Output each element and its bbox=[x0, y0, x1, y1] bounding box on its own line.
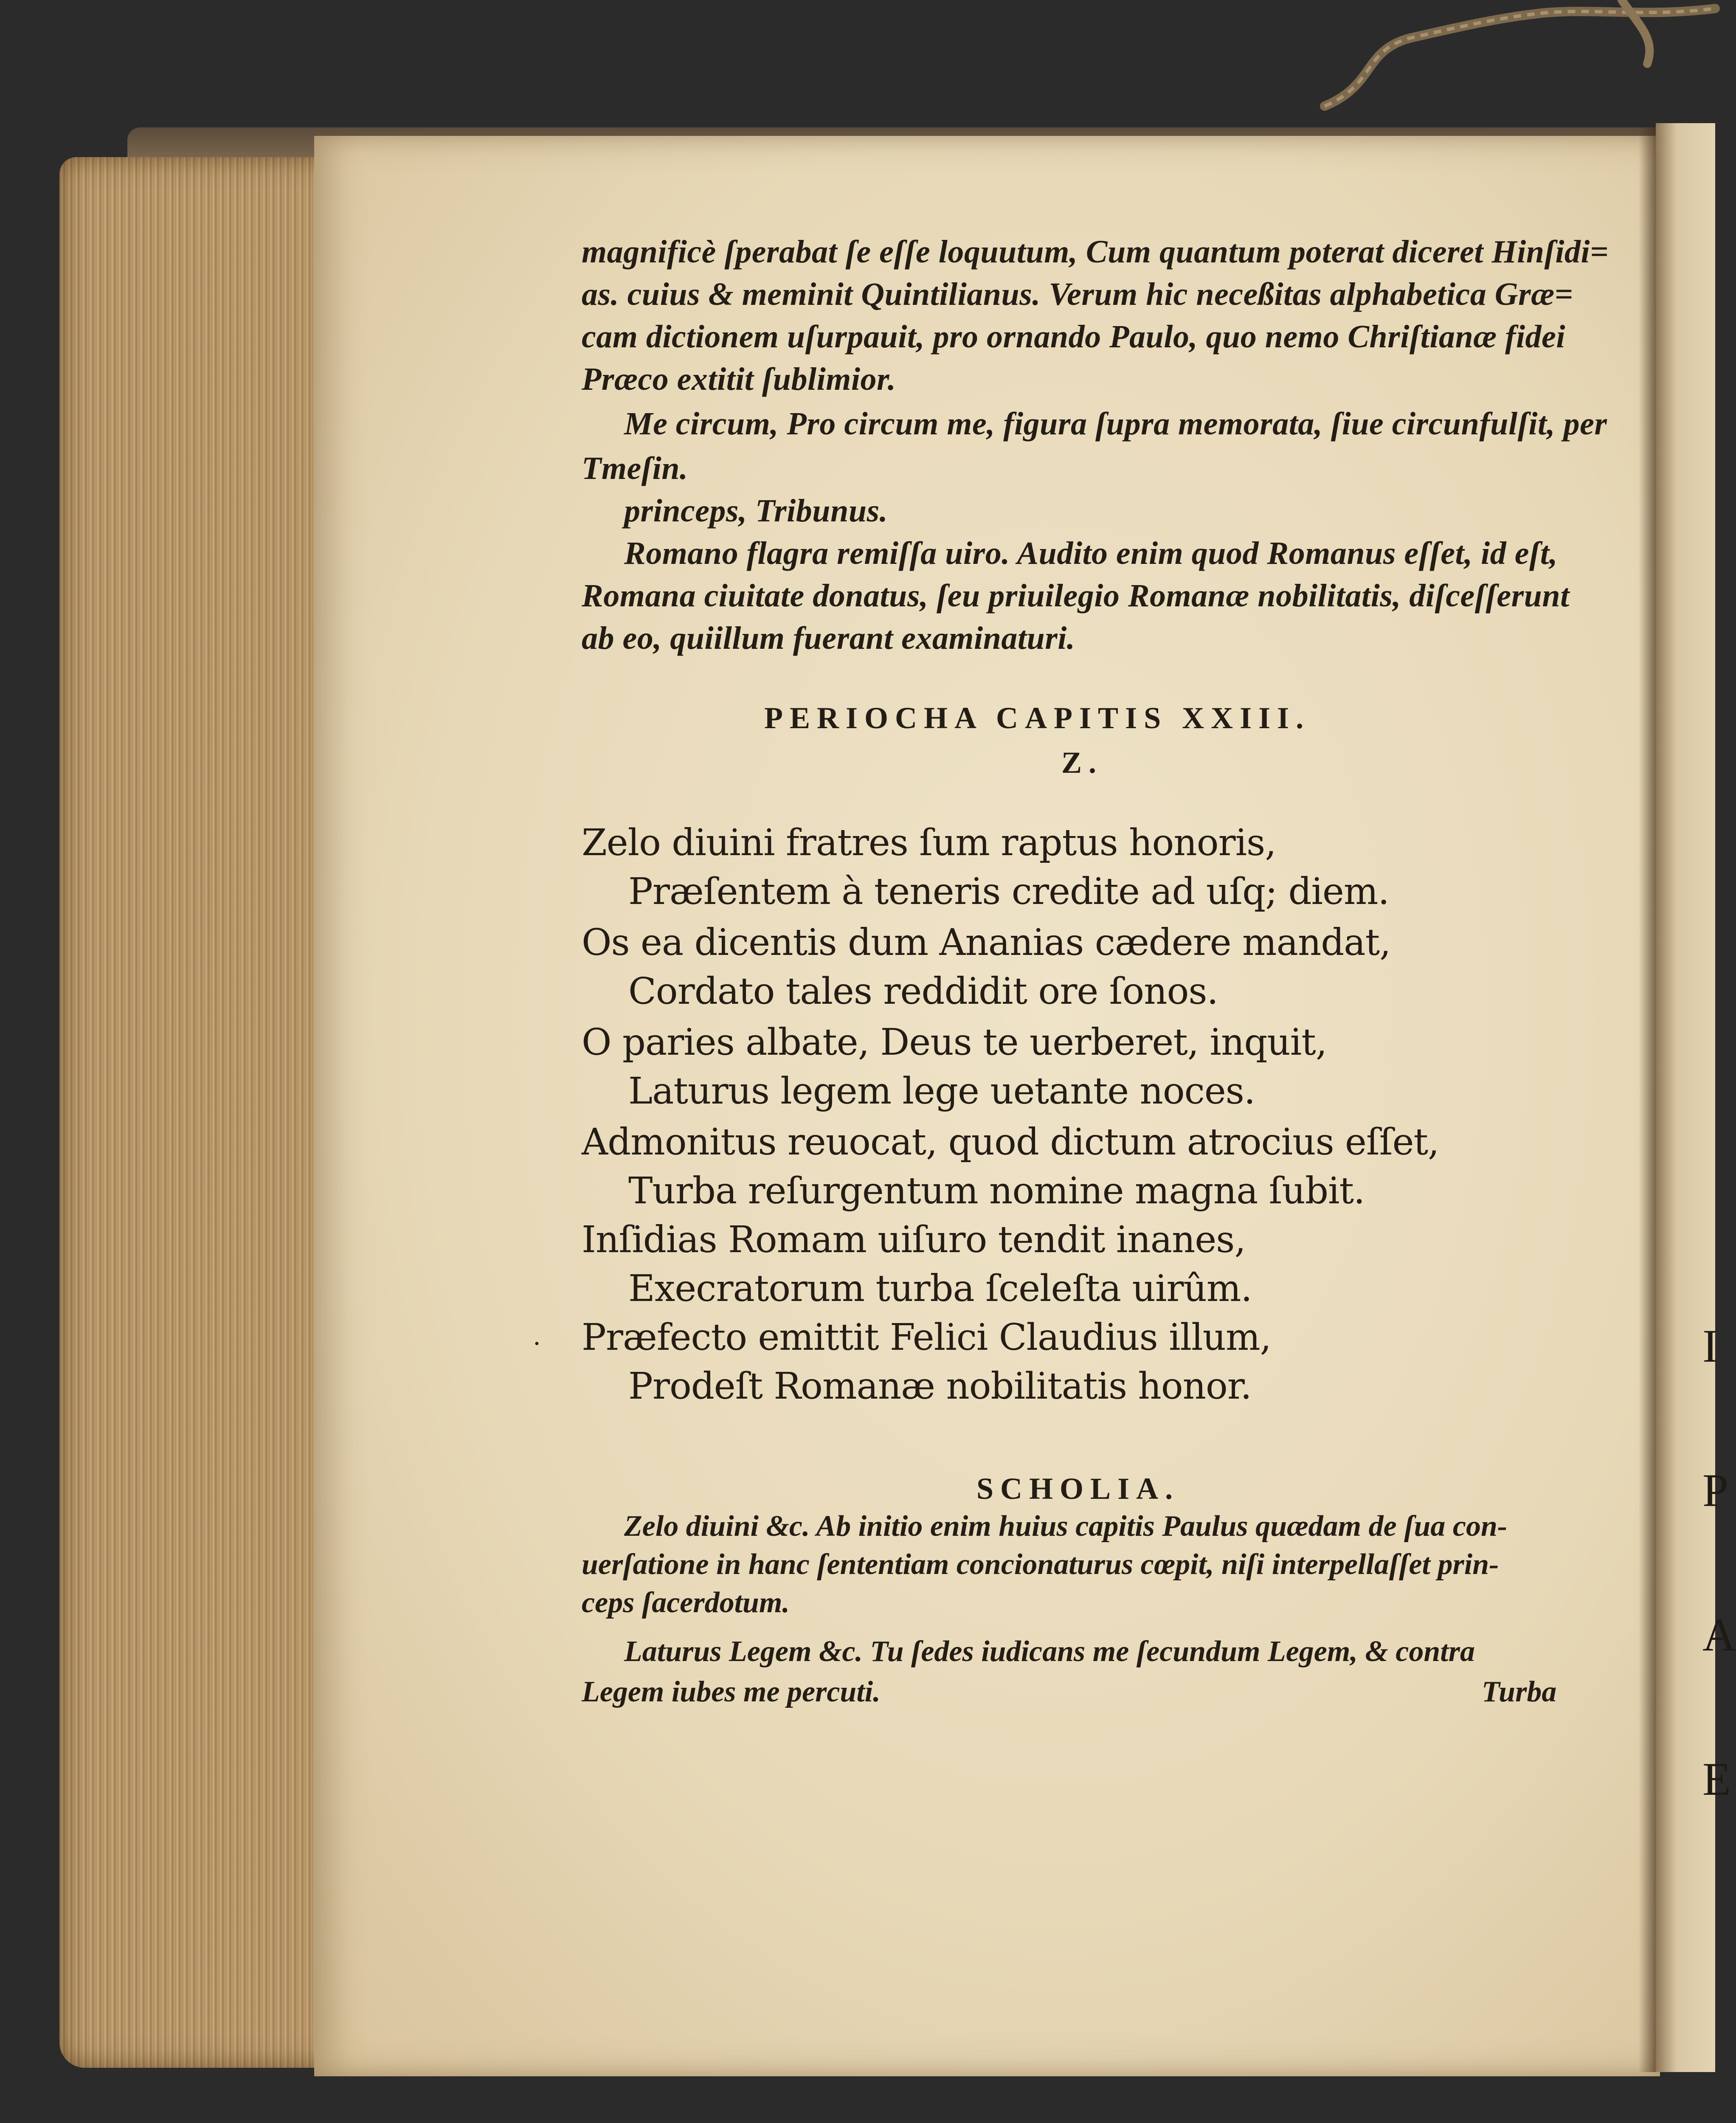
commentary-line: princeps, Tribunus. bbox=[624, 493, 888, 529]
facing-letter: E bbox=[1702, 1753, 1731, 1805]
facing-letter: A bbox=[1702, 1609, 1736, 1661]
scholia-line: ceps ſacerdotum. bbox=[582, 1586, 790, 1619]
verse-line: Cordato tales reddidit ore ſonos. bbox=[628, 970, 1218, 1013]
scholia-line: Zelo diuini &c. Ab initio enim huius capitis Paulus quædam de ſua con- bbox=[624, 1510, 1508, 1543]
scholia-line: uerſatione in hanc ſententiam concionaturus cœpit, niſi interpellaſſet prin- bbox=[582, 1548, 1499, 1581]
verse-line: Præſentem à teneris credite ad uſq; diem. bbox=[628, 870, 1389, 913]
verse-line: Prodeſt Romanæ nobilitatis honor. bbox=[628, 1365, 1252, 1408]
commentary-line: Romana ciuitate donatus, ſeu priuilegio Romanæ nobilitatis, diſceſſerunt bbox=[582, 578, 1570, 614]
catchword: Turba bbox=[1482, 1675, 1557, 1708]
verse-line: Præfecto emittit Felici Claudius illum, bbox=[582, 1316, 1271, 1359]
commentary-line: Romano flagra remiſſa uiro. Audito enim quod Romanus eſſet, id eſt, bbox=[624, 535, 1558, 571]
verse-line: Inſidias Romam uiſuro tendit inanes, bbox=[582, 1219, 1246, 1261]
commentary-line: Præco extitit ſublimior. bbox=[582, 361, 896, 397]
commentary-line: magnificè ſperabat ſe eſſe loquutum, Cum quantum poterat diceret Hinſidi= bbox=[582, 234, 1609, 270]
verse-line: O paries albate, Deus te uerberet, inquit, bbox=[582, 1021, 1327, 1064]
bookmark-string bbox=[1325, 0, 1715, 127]
commentary-line: Tmeſin. bbox=[582, 451, 688, 486]
verse-line: Laturus legem lege uetante noces. bbox=[628, 1070, 1255, 1112]
scholia-line: Laturus Legem &c. Tu ſedes iudicans me ſecundum Legem, & contra bbox=[624, 1635, 1475, 1668]
periocha-heading: PERIOCHA CAPITIS XXIII. bbox=[764, 701, 1311, 735]
verse-line: Execratorum turba ſceleſta uirûm. bbox=[628, 1267, 1252, 1310]
facing-page-letters bbox=[1702, 1274, 1736, 1851]
scholia-heading: SCHOLIA. bbox=[976, 1472, 1180, 1506]
verse-line: Admonitus reuocat, quod dictum atrocius eſſet, bbox=[582, 1121, 1439, 1163]
ink-dot: · bbox=[533, 1329, 541, 1359]
commentary-line: ab eo, quiillum fuerant examinaturi. bbox=[582, 620, 1075, 656]
commentary-line: as. cuius & meminit Quintilianus. Verum hic neceßitas alphabetica Græ= bbox=[582, 276, 1573, 312]
verse-line: Turba reſurgentum nomine magna ſubit. bbox=[628, 1170, 1365, 1212]
periocha-letter: Z. bbox=[1061, 746, 1103, 780]
commentary-line: Me circum, Pro circum me, figura ſupra memorata, ſiue circunfulſit, per bbox=[624, 406, 1607, 442]
verse-line: Os ea dicentis dum Ananias cædere mandat, bbox=[582, 921, 1391, 964]
page-block-edges bbox=[59, 157, 348, 2068]
verse-line: Zelo diuini fratres ſum raptus honoris, bbox=[582, 822, 1276, 864]
scholia-line: Legem iubes me percuti. bbox=[582, 1675, 881, 1708]
commentary-line: cam dictionem uſurpauit, pro ornando Paulo, quo nemo Chriſtianæ fidei bbox=[582, 319, 1565, 355]
facing-letter: I bbox=[1702, 1320, 1718, 1372]
facing-letter: P bbox=[1702, 1464, 1729, 1516]
